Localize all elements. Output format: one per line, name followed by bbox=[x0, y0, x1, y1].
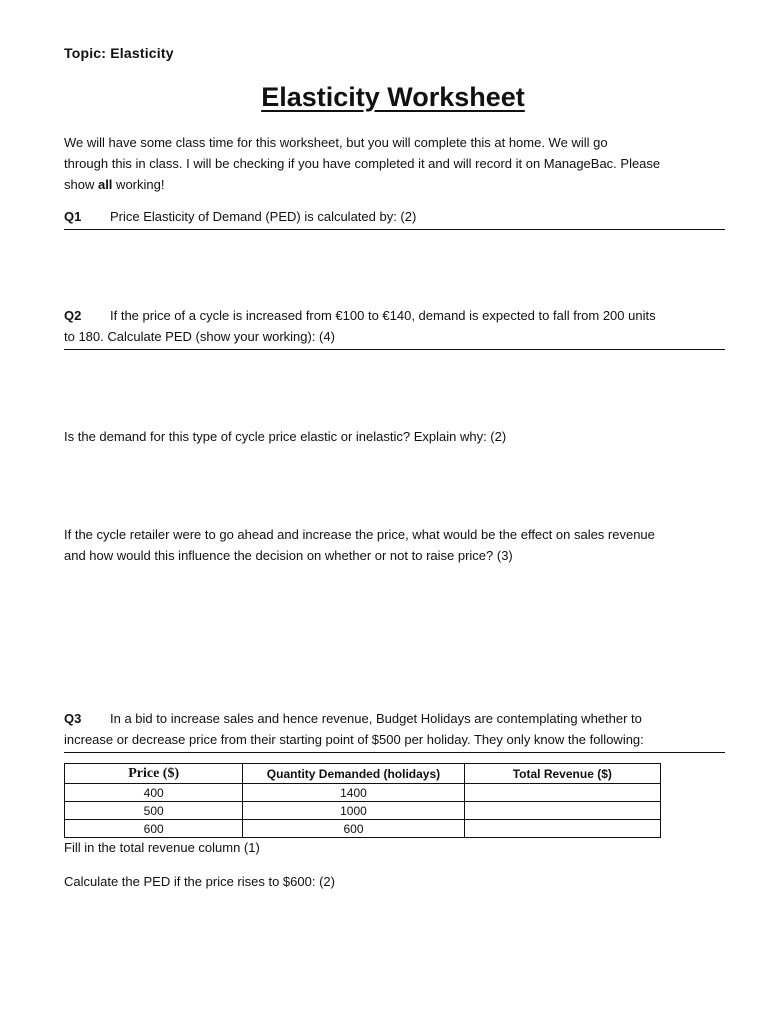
header-price: Price ($) bbox=[65, 764, 243, 784]
intro-line-1: We will have some class time for this worksheet, but you will complete this at home. We will go bbox=[64, 135, 608, 150]
cell-quantity: 1000 bbox=[243, 802, 464, 820]
question-3-line-1 bbox=[64, 708, 725, 729]
intro-line-2: through this in class. I will be checking if you have completed it and will record it on ManageBac. Please bbox=[64, 156, 661, 171]
question-3-number: Q3 bbox=[64, 711, 82, 726]
question-3b: Calculate the PED if the price rises to $600: (2) bbox=[64, 874, 335, 889]
question-3a: Fill in the total revenue column (1) bbox=[64, 840, 260, 855]
question-2-number: Q2 bbox=[64, 308, 82, 323]
table-row bbox=[65, 820, 661, 838]
header-quantity: Quantity Demanded (holidays) bbox=[243, 764, 464, 784]
question-2-line-1 bbox=[64, 305, 725, 326]
question-2-text-2: to 180. Calculate PED (show your working): (4) bbox=[64, 329, 335, 344]
question-2c-line-2: and how would this influence the decision on whether or not to raise price? (3) bbox=[64, 548, 513, 563]
topic-heading: Topic: Elasticity bbox=[64, 45, 174, 61]
cell-quantity: 1400 bbox=[243, 784, 464, 802]
table-row bbox=[65, 784, 661, 802]
question-2-text-1: If the price of a cycle is increased from €100 to €140, demand is expected to fall from 200 units bbox=[110, 308, 656, 323]
intro-line-3-b: working! bbox=[112, 177, 165, 192]
page-title: Elasticity Worksheet bbox=[261, 82, 525, 112]
revenue-table bbox=[64, 763, 661, 838]
question-2c-line-1: If the cycle retailer were to go ahead and increase the price, what would be the effect on sales revenue bbox=[64, 527, 655, 542]
cell-total-revenue[interactable] bbox=[464, 784, 660, 802]
intro-line-3-a: show bbox=[64, 177, 98, 192]
question-3-text-1: In a bid to increase sales and hence revenue, Budget Holidays are contemplating whether to bbox=[110, 711, 642, 726]
table-row bbox=[65, 802, 661, 820]
cell-price: 500 bbox=[65, 802, 243, 820]
cell-price: 600 bbox=[65, 820, 243, 838]
question-1 bbox=[64, 206, 725, 230]
table-header-row bbox=[65, 764, 661, 784]
intro-line-3-bold: all bbox=[97, 177, 113, 192]
question-1-number: Q1 bbox=[64, 209, 82, 224]
intro-paragraph bbox=[64, 132, 729, 195]
header-total-revenue: Total Revenue ($) bbox=[464, 764, 660, 784]
question-2c bbox=[64, 524, 725, 568]
intro-line-3 bbox=[64, 174, 729, 195]
cell-price: 400 bbox=[65, 784, 243, 802]
question-1-text: Price Elasticity of Demand (PED) is calculated by: (2) bbox=[110, 209, 417, 224]
cell-total-revenue[interactable] bbox=[464, 802, 660, 820]
cell-quantity: 600 bbox=[243, 820, 464, 838]
question-3 bbox=[64, 708, 725, 753]
question-3-text-2: increase or decrease price from their starting point of $500 per holiday. They only know the following: bbox=[64, 732, 644, 747]
question-2 bbox=[64, 305, 725, 350]
cell-total-revenue[interactable] bbox=[464, 820, 660, 838]
question-2b: Is the demand for this type of cycle price elastic or inelastic? Explain why: (2) bbox=[64, 429, 507, 444]
